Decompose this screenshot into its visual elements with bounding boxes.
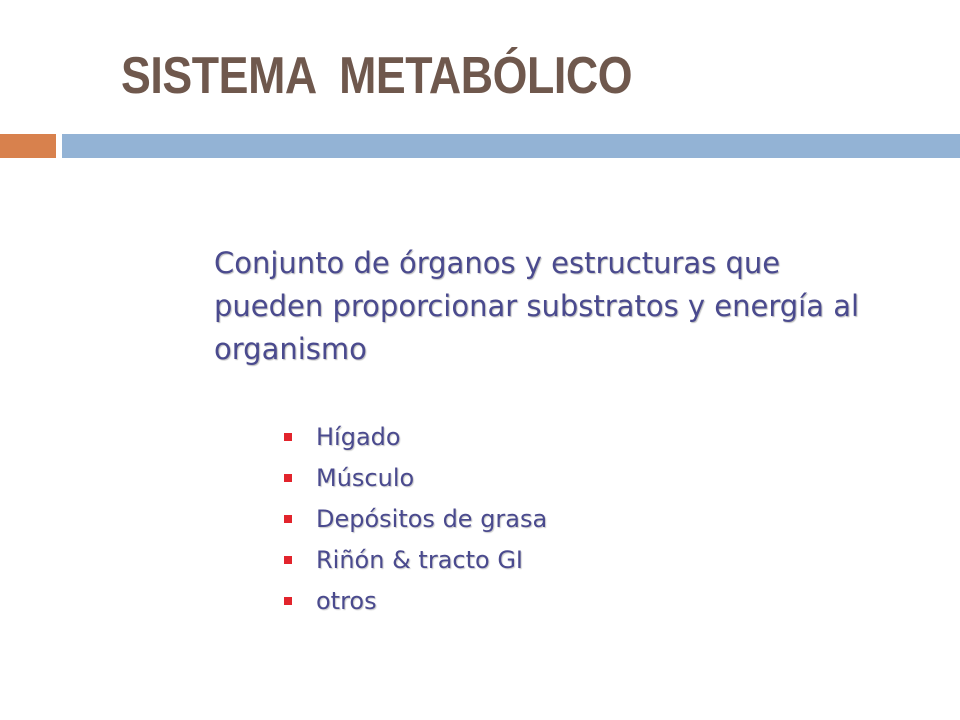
bullet-item-depositos-de-grasa bbox=[284, 498, 547, 539]
square-bullet-icon bbox=[284, 556, 292, 564]
title-accent-blue-bar bbox=[62, 134, 960, 158]
bullet-list bbox=[284, 416, 547, 621]
bullet-text: otros bbox=[316, 586, 377, 615]
bullet-item-rinon-tracto-gi bbox=[284, 539, 547, 580]
definition-text: Conjunto de órganos y estructuras que pueden proporcionar substratos y energía al organismo bbox=[214, 246, 860, 366]
bullet-item-otros bbox=[284, 580, 547, 621]
slide-title: SISTEMA METABÓLICO bbox=[121, 47, 633, 105]
square-bullet-icon bbox=[284, 433, 292, 441]
square-bullet-icon bbox=[284, 515, 292, 523]
bullet-text: Músculo bbox=[316, 463, 415, 492]
title-accent-orange-bar bbox=[0, 134, 56, 158]
bullet-text: Hígado bbox=[316, 422, 401, 451]
square-bullet-icon bbox=[284, 474, 292, 482]
bullet-text: Riñón & tracto GI bbox=[316, 545, 523, 574]
bullet-text: Depósitos de grasa bbox=[316, 504, 548, 533]
square-bullet-icon bbox=[284, 597, 292, 605]
bullet-item-higado bbox=[284, 416, 547, 457]
bullet-item-musculo bbox=[284, 457, 547, 498]
content-image bbox=[196, 226, 886, 636]
